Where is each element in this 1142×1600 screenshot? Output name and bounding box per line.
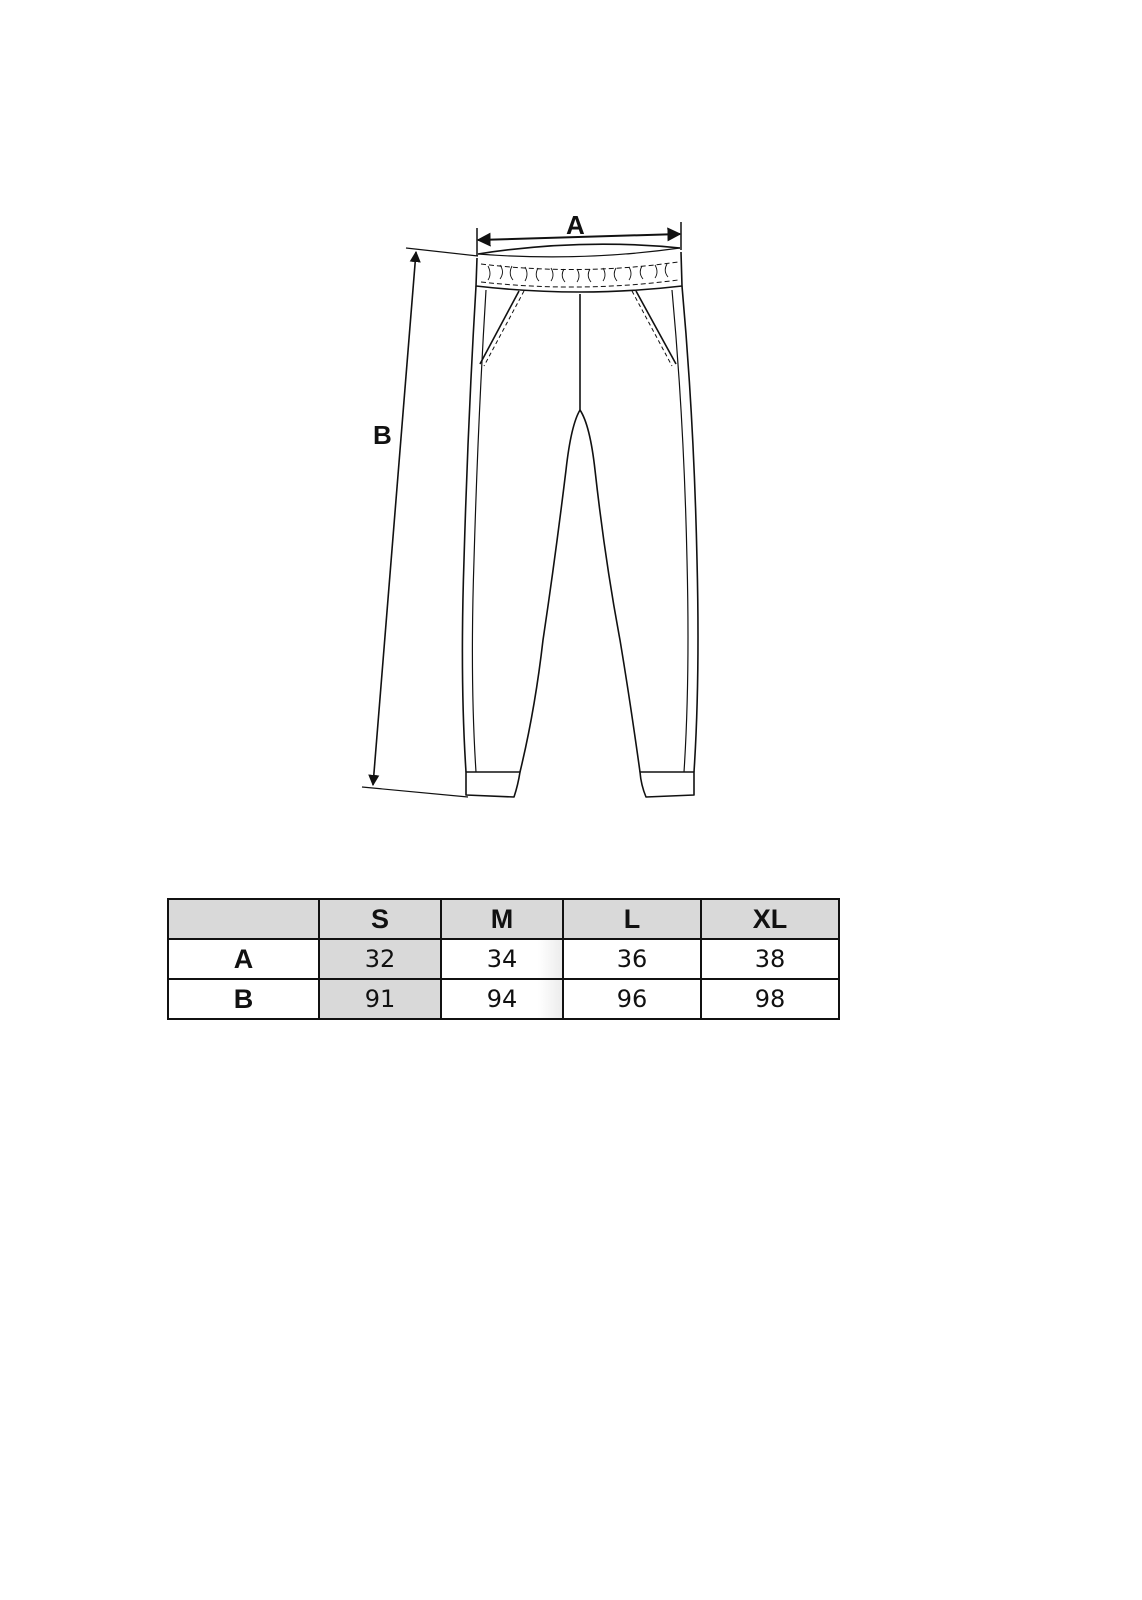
table-row-b (168, 979, 839, 1019)
cell-a-l: 36 (563, 939, 701, 979)
row-label-a: A (168, 939, 319, 979)
dimension-b-label: B (373, 420, 392, 450)
cell-b-m: 94 (441, 979, 563, 1019)
cell-a-m: 34 (441, 939, 563, 979)
cell-a-s: 32 (319, 939, 441, 979)
size-header-m: M (441, 899, 563, 939)
cell-b-l: 96 (563, 979, 701, 1019)
table-header-row (168, 899, 839, 939)
dimension-b-arrow (362, 248, 478, 797)
table-row-a (168, 939, 839, 979)
cell-a-xl: 38 (701, 939, 839, 979)
cell-b-s: 91 (319, 979, 441, 1019)
size-header-xl: XL (701, 899, 839, 939)
pants-outline (462, 244, 698, 797)
size-chart-table (167, 898, 840, 1020)
row-label-b: B (168, 979, 319, 1019)
table-corner-cell (168, 899, 319, 939)
dimension-a-label: A (566, 210, 585, 240)
cell-b-xl: 98 (701, 979, 839, 1019)
size-header-l: L (563, 899, 701, 939)
size-header-s: S (319, 899, 441, 939)
